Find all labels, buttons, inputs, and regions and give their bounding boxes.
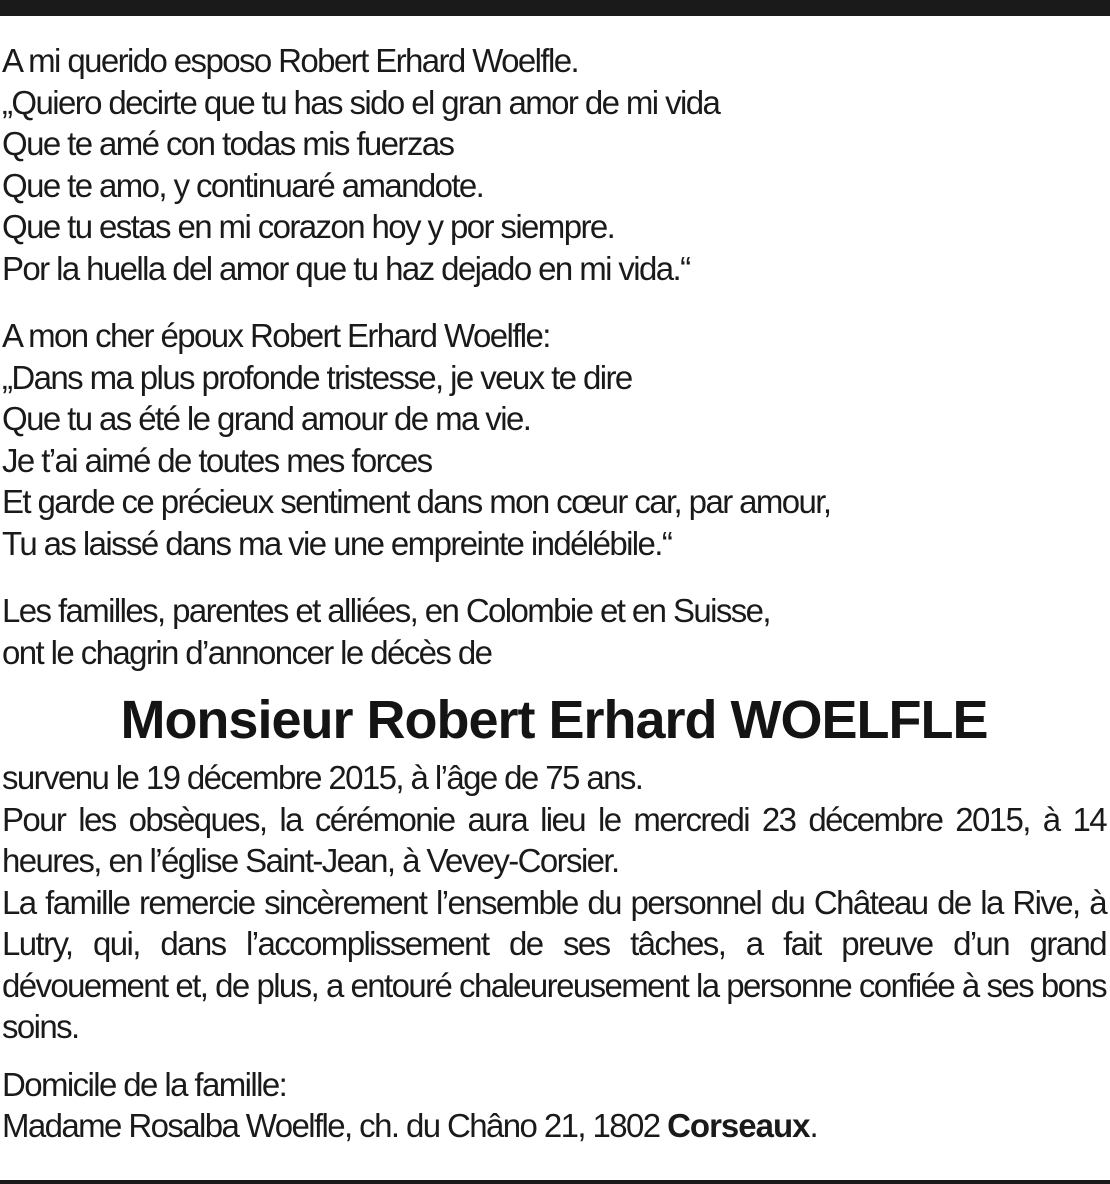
poem-line: Et garde ce précieux sentiment dans mon cœur car, par amour, [2,483,831,520]
poem-french [2,315,1106,564]
announcement [2,590,1106,673]
date-of-death: survenu le 19 décembre 2015, à l’âge de 75 ans. [2,759,643,796]
poem-line: Por la huella del amor que tu haz dejado en mi vida.“ [2,249,690,287]
domicile-address [2,1105,1106,1147]
domicile-town: Corseaux [667,1107,810,1144]
bottom-rule [0,1180,1110,1184]
poem-line: Que te amé con todas mis fuerzas [2,125,454,162]
spacer [2,289,1106,315]
poem-spanish [2,40,1106,289]
domicile-end: . [809,1107,818,1144]
poem-line: Tu as laissé dans ma vie une empreinte indélébile.“ [2,524,672,562]
spacer [2,1048,1106,1064]
poem-line: Que tu as été le grand amour de ma vie. [2,400,531,437]
poem-line: Que te amo, y continuaré amandote. [2,166,484,204]
poem-line: „Quiero decirte que tu has sido el gran amor de mi vida [2,83,720,121]
poem-line: Je t’ai aimé de toutes mes forces [2,441,432,479]
poem-line: A mon cher époux Robert Erhard Woelfle: [2,317,550,354]
spacer [2,564,1106,590]
poem-line: A mi querido esposo Robert Erhard Woelfle. [2,42,579,79]
domicile-address-text: Madame Rosalba Woelfle, ch. du Châno 21, 1802 [2,1107,668,1144]
poem-line: „Dans ma plus profonde tristesse, je veux te dire [2,358,632,396]
thanks-paragraph: La famille remercie sincèrement l’ensemble du personnel du Château de la Rive, à Lutry, qui, dans l’accomplissement de ses tâches, a fait preuve d’un grand dévouement et, de plus, a entouré chaleureusement la personne confiée à ses bons soins. [2,883,1106,1045]
announcement-line: ont le chagrin d’annoncer le décès de [2,633,492,671]
poem-line: Que tu estas en mi corazon hoy y por siempre. [2,208,615,245]
obituary-notice [2,40,1106,1147]
announcement-line: Les familles, parentes et alliées, en Colombie et en Suisse, [2,592,770,629]
domicile-label: Domicile de la famille: [2,1065,287,1103]
deceased-name: Monsieur Robert Erhard WOELFLE [120,690,988,750]
funeral-details: Pour les obsèques, la cérémonie aura lieu le mercredi 23 décembre 2015, à 14 heures, en l’église Saint-Jean, à Vevey-Corsier. [2,800,1106,879]
top-rule [0,0,1110,16]
